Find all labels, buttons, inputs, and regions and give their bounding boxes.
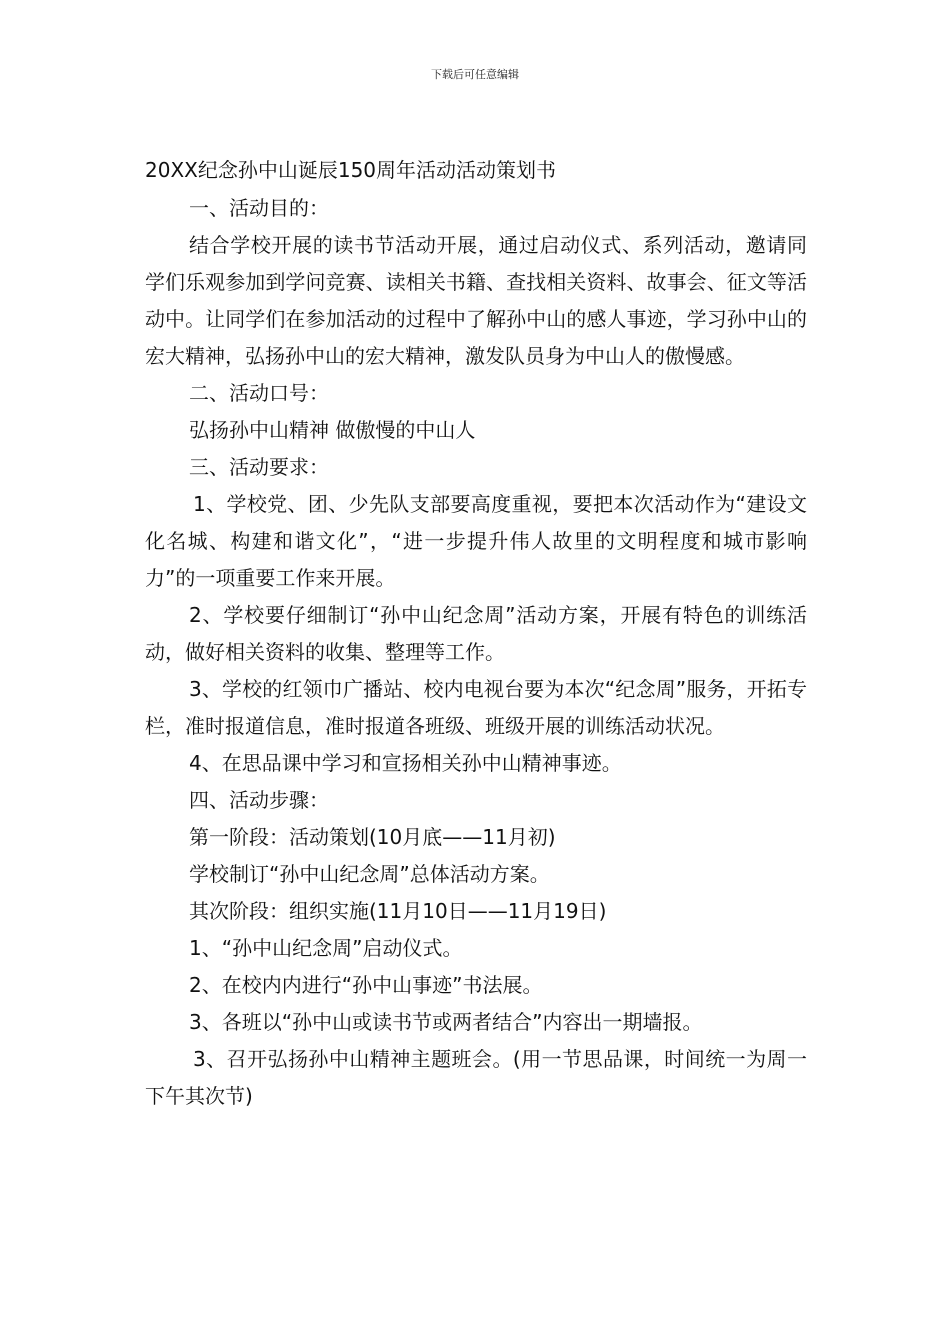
step-stage-1: 第一阶段：活动策划(10月底——11月初) bbox=[189, 825, 556, 849]
stage-2-item-1: 1、“孙中山纪念周”启动仪式。 bbox=[189, 936, 463, 960]
section-heading-requirements: 三、活动要求： bbox=[189, 455, 329, 479]
requirement-item-4: 4、在思品课中学习和宣扬相关孙中山精神事迹。 bbox=[189, 751, 622, 775]
requirement-item-1: 1、学校党、团、少先队支部要高度重视，要把本次活动作为“建设文化名城、构建和谐文化”，“进一步提升伟人故里的文明程度和城市影响力”的一项重要工作来开展。 bbox=[145, 492, 807, 590]
step-stage-1-detail: 学校制订“孙中山纪念周”总体活动方案。 bbox=[189, 862, 550, 886]
section-heading-purpose: 一、活动目的： bbox=[189, 196, 329, 220]
stage-2-item-3: 3、各班以“孙中山或读书节或两者结合”内容出一期墙报。 bbox=[189, 1010, 703, 1034]
section-heading-steps: 四、活动步骤： bbox=[189, 788, 329, 812]
stage-2-item-2: 2、在校内内进行“孙中山事迹”书法展。 bbox=[189, 973, 543, 997]
requirement-item-2: 2、学校要仔细制订“孙中山纪念周”活动方案，开展有特色的训练活动，做好相关资料的收集、整理等工作。 bbox=[145, 603, 807, 664]
paragraph-slogan: 弘扬孙中山精神 做傲慢的中山人 bbox=[189, 418, 476, 442]
document-title: 20XX纪念孙中山诞辰150周年活动活动策划书 bbox=[145, 158, 557, 182]
paragraph-purpose: 结合学校开展的读书节活动开展，通过启动仪式、系列活动，邀请同学们乐观参加到学问竞赛、读相关书籍、查找相关资料、故事会、征文等活动中。让同学们在参加活动的过程中了解孙中山的感人事迹，学习孙中山的宏大精神，弘扬孙中山的宏大精神，激发队员身为中山人的傲慢感。 bbox=[145, 233, 807, 368]
requirement-item-3: 3、学校的红领巾广播站、校内电视台要为本次“纪念周”服务，开拓专栏，准时报道信息，准时报道各班级、班级开展的训练活动状况。 bbox=[145, 677, 807, 738]
stage-2-item-4: 3、召开弘扬孙中山精神主题班会。(用一节思品课，时间统一为周一下午其次节) bbox=[145, 1047, 807, 1108]
section-heading-slogan: 二、活动口号： bbox=[189, 381, 329, 405]
step-stage-2: 其次阶段：组织实施(11月10日——11月19日) bbox=[189, 899, 607, 923]
header-note: 下载后可任意编辑 bbox=[431, 68, 519, 81]
document-body bbox=[145, 152, 807, 1115]
